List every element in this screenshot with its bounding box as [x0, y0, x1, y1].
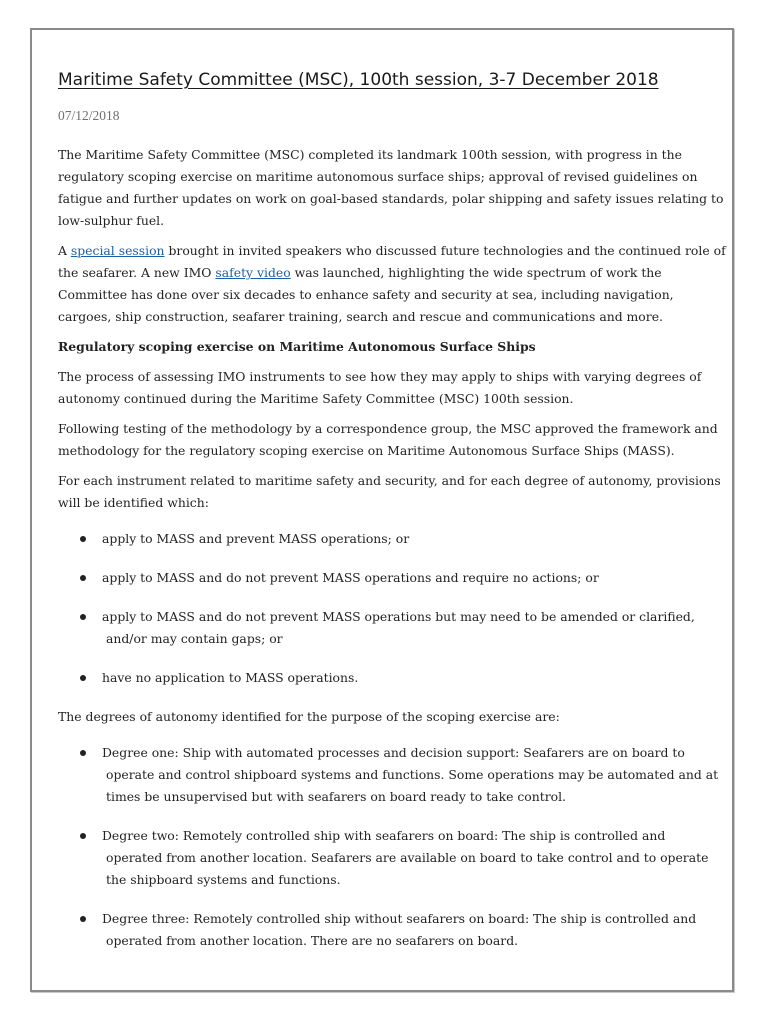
list-item	[58, 567, 726, 589]
list-item	[58, 742, 726, 808]
list-item-text: Degree three: Remotely controlled ship without seafarers on board: The ship is controlled and	[102, 911, 697, 926]
list-item	[58, 825, 726, 891]
methodology-paragraph: Following testing of the methodology by a correspondence group, the MSC approved the framework and methodology for the regulatory scoping exercise on Maritime Autonomous Surface Ships (MASS).	[58, 421, 718, 458]
document-page	[30, 28, 734, 992]
list-item	[58, 528, 726, 550]
list-item	[58, 908, 726, 952]
bullet-icon	[80, 575, 86, 581]
list-item-text: have no application to MASS operations.	[102, 670, 359, 685]
safety-video-link[interactable]: safety video	[215, 265, 291, 280]
list-item-text: Degree two: Remotely controlled ship with seafarers on board: The ship is controlled and	[102, 828, 666, 843]
special-session-link[interactable]: special session	[70, 243, 165, 258]
list-item	[58, 606, 726, 650]
text-segment: brought in invited speakers who discussed future technologies and the continued role of the seafarer. A new IMO	[58, 243, 726, 280]
text-segment: was launched, highlighting the wide spectrum of work the Committee has done over six decades to enhance safety and security at sea, including navigation, cargoes, ship construction, seafarer training, search and rescue and communications and more.	[58, 265, 674, 324]
bullet-icon	[80, 614, 86, 620]
list-item-text: apply to MASS and do not prevent MASS operations and require no actions; or	[102, 570, 599, 585]
list-item	[58, 667, 726, 689]
list-item-text: apply to MASS and prevent MASS operations; or	[102, 531, 410, 546]
publish-date: 07/12/2018	[58, 108, 120, 123]
list-item-text-continued: operated from another location. There are no seafarers on board.	[106, 933, 519, 948]
intro-paragraph: The Maritime Safety Committee (MSC) completed its landmark 100th session, with progress in the regulatory scoping exercise on maritime autonomous surface ships; approval of revised guidelines on fatigue and further updates on work on goal-based standards, polar shipping and safety issues relating to low-sulphur fuel.	[58, 147, 724, 228]
bullet-icon	[80, 536, 86, 542]
degrees-paragraph: The degrees of autonomy identified for the purpose of the scoping exercise are:	[58, 709, 560, 724]
bullet-icon	[80, 675, 86, 681]
degrees-list	[58, 742, 726, 952]
section-heading-mass: Regulatory scoping exercise on Maritime Autonomous Surface Ships	[58, 339, 536, 354]
list-item-text-continued: and/or may contain gaps; or	[106, 631, 283, 646]
list-item-text: apply to MASS and do not prevent MASS operations but may need to be amended or clarified,	[102, 609, 695, 624]
provisions-paragraph: For each instrument related to maritime safety and security, and for each degree of autonomy, provisions will be identified which:	[58, 473, 721, 510]
bullet-icon	[80, 833, 86, 839]
list-item-text-continued: operated from another location. Seafarers are available on board to take control and to operate the shipboard systems and functions.	[106, 850, 709, 887]
page-title: Maritime Safety Committee (MSC), 100th session, 3-7 December 2018	[58, 70, 659, 90]
bullet-icon	[80, 750, 86, 756]
special-session-paragraph	[58, 240, 726, 328]
list-item-text-continued: operate and control shipboard systems and functions. Some operations may be automated and at times be unsupervised but with seafarers on board ready to take control.	[106, 767, 719, 804]
provisions-list	[58, 528, 726, 689]
text-segment: A	[58, 243, 71, 258]
list-item-text: Degree one: Ship with automated processes and decision support: Seafarers are on board to	[102, 745, 685, 760]
scoping-paragraph: The process of assessing IMO instruments to see how they may apply to ships with varying degrees of autonomy continued during the Maritime Safety Committee (MSC) 100th session.	[58, 369, 702, 406]
bullet-icon	[80, 916, 86, 922]
document-content	[58, 70, 726, 969]
